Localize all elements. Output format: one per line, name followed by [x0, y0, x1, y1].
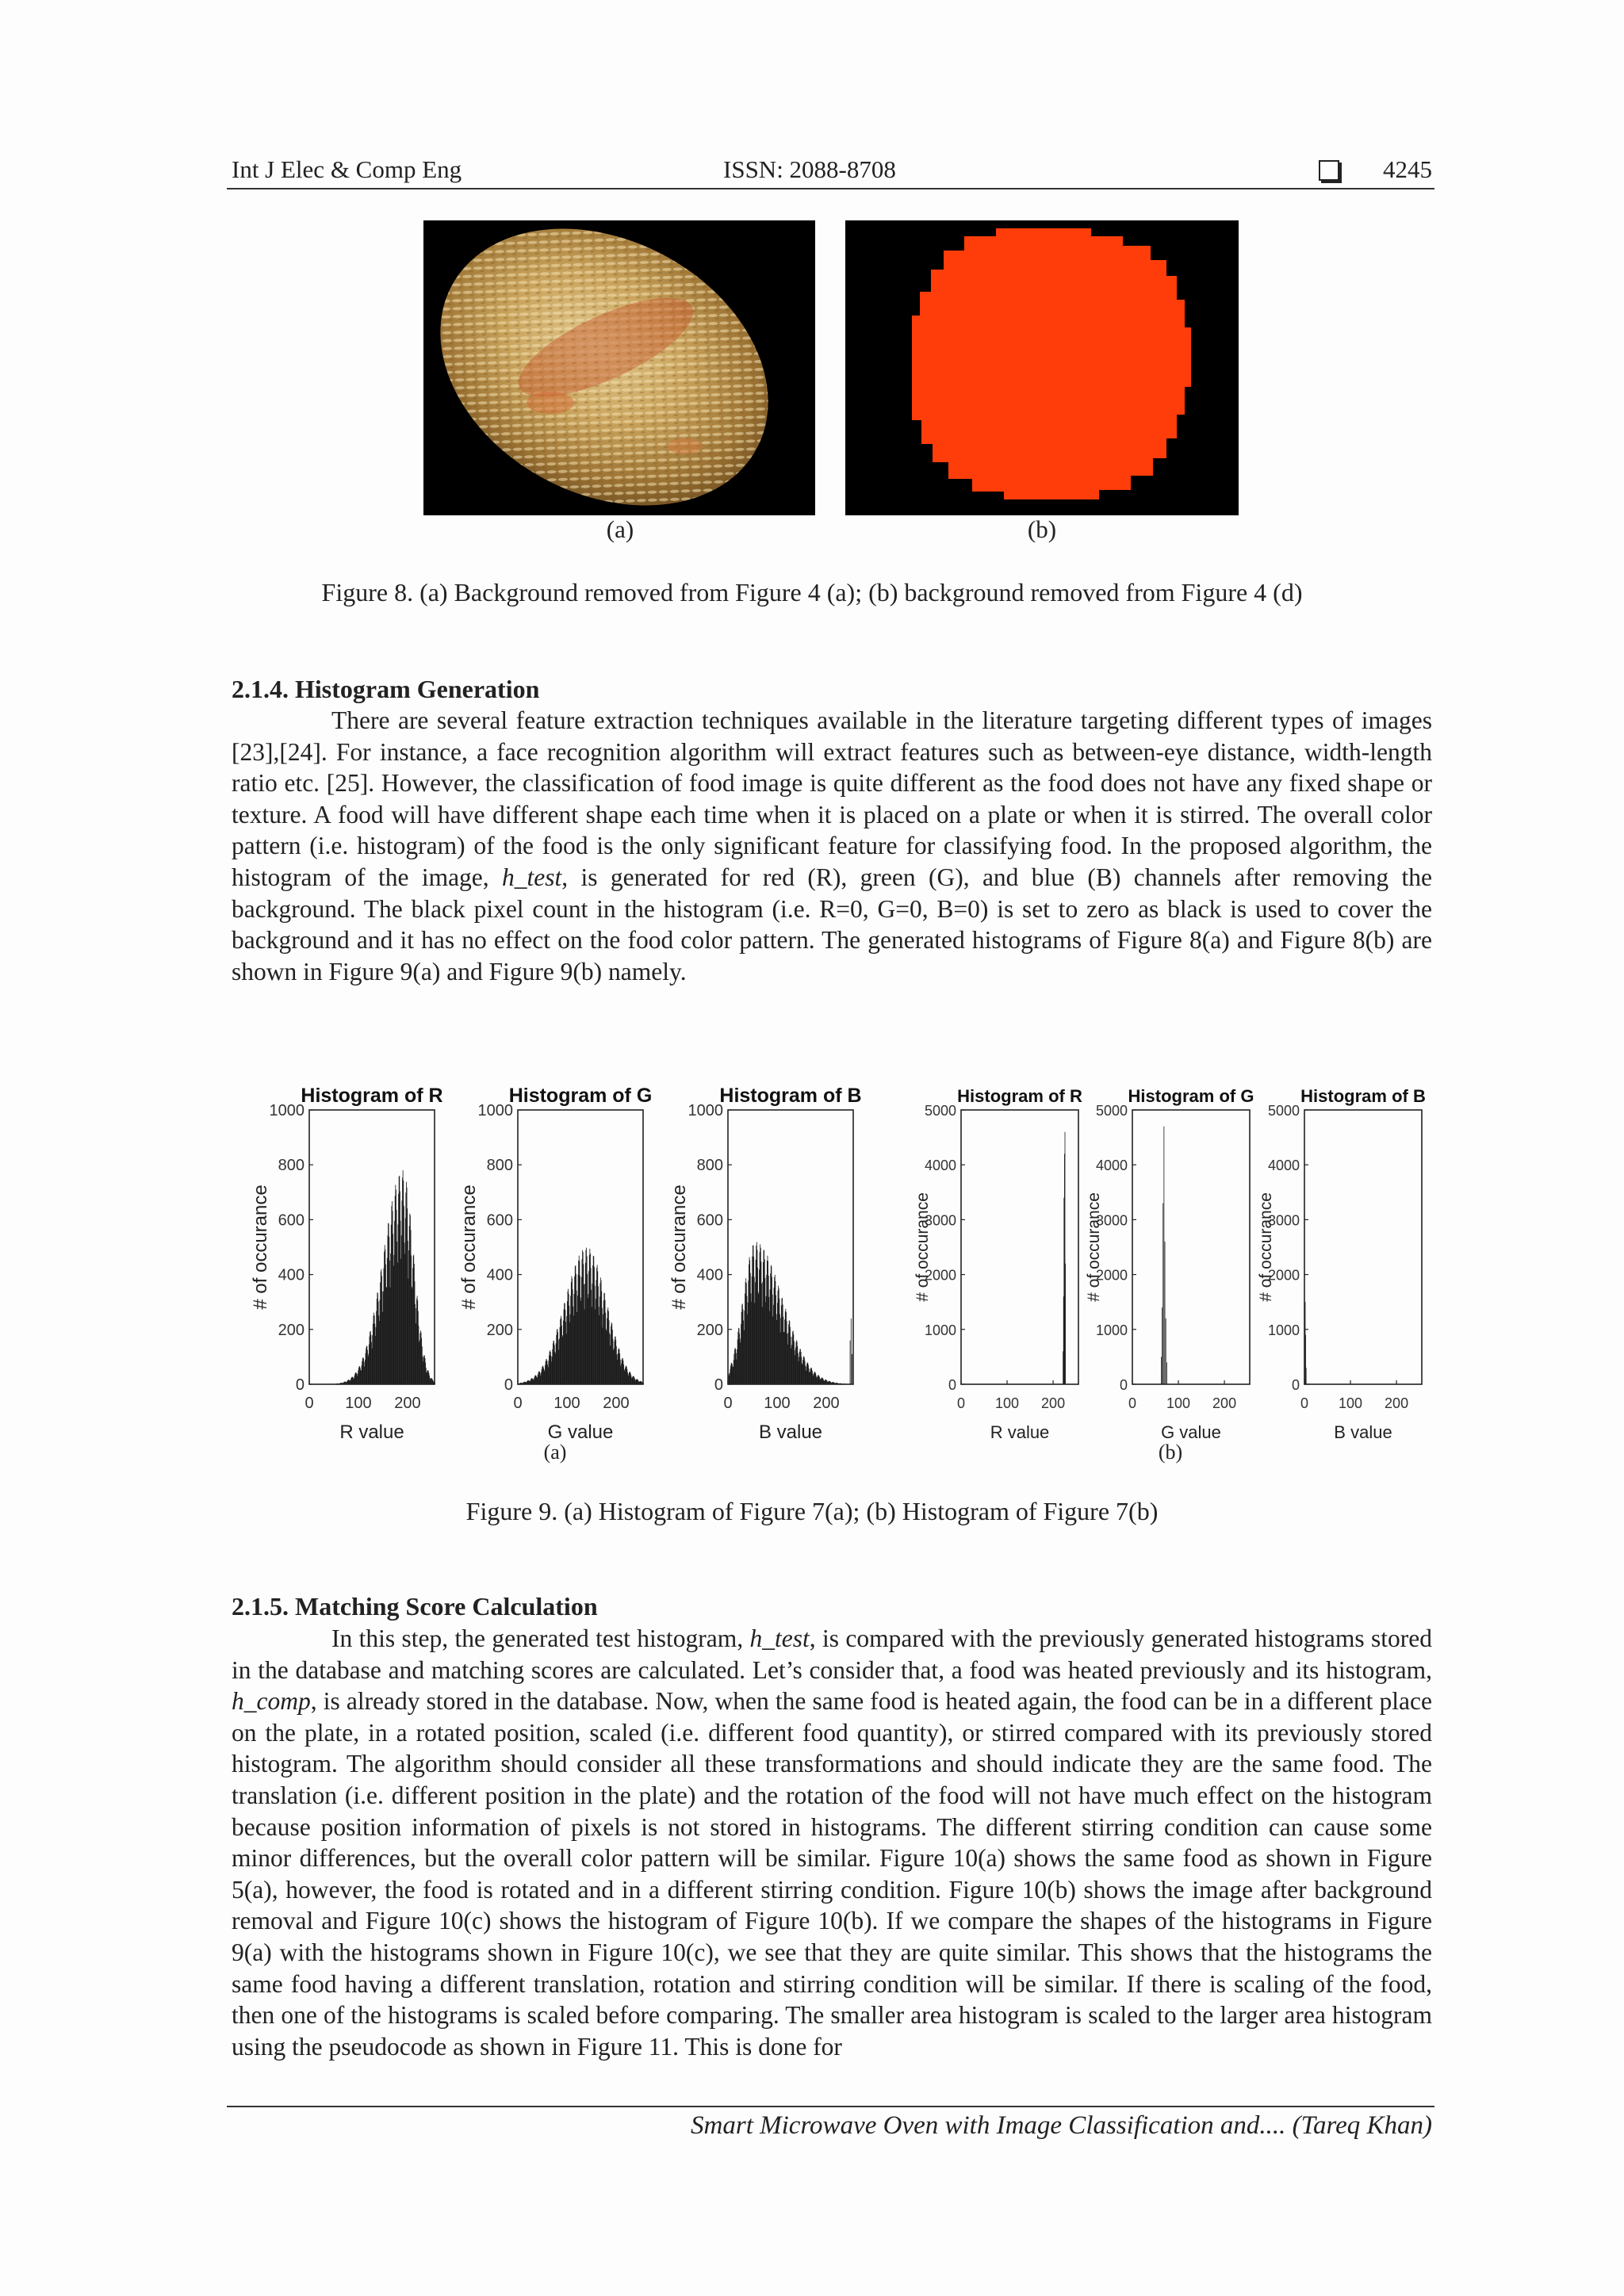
- header-rule: [227, 188, 1434, 189]
- histogram-bar: [851, 1318, 852, 1384]
- figure9-label-a: (a): [543, 1441, 567, 1464]
- para-text: In this step, the generated test histogram,: [331, 1624, 750, 1652]
- section-heading-matching-score: 2.1.5. Matching Score Calculation: [232, 1592, 598, 1621]
- section-heading-histogram-generation: 2.1.4. Histogram Generation: [232, 675, 540, 703]
- x-tick-label: 0: [1128, 1395, 1137, 1411]
- x-tick-label: 200: [1041, 1395, 1066, 1411]
- figure8-label-a: (a): [606, 515, 634, 543]
- chart-title: Histogram of B: [1300, 1086, 1426, 1106]
- variable-h-test: h_test: [749, 1624, 810, 1652]
- rice-image: [423, 220, 815, 515]
- y-tick-label: 600: [696, 1211, 723, 1230]
- page-header: [232, 155, 1432, 190]
- y-axis-label: # of occurance: [914, 1192, 932, 1302]
- y-tick-label: 0: [1291, 1377, 1300, 1393]
- histogram-bar: [1306, 1368, 1307, 1384]
- y-tick-label: 5000: [1267, 1103, 1300, 1119]
- y-tick-label: 4000: [924, 1158, 956, 1174]
- figure8-caption: Figure 8. (a) Background removed from Figure 4 (a); (b) background removed from Figure 4 (d): [321, 578, 1303, 607]
- checkbox-square-icon: [1319, 160, 1339, 181]
- y-tick-label: 200: [278, 1321, 304, 1339]
- x-tick-label: 0: [723, 1395, 733, 1412]
- para-text: , is generated for red (R), green (G), and blue (B) channels after removing the background. The black pixel count in the histogram (i.e. R=0, G=0, B=0) is set to zero as black is used to cover the background and it has no effect on the food color pattern. The generated histograms of Figure 8(a) and Figure 8(b) are shown in Figure 9(a) and Figure 9(b) namely.: [232, 863, 1432, 985]
- x-axis-label: R value: [339, 1422, 404, 1443]
- y-tick-label: 400: [486, 1266, 513, 1284]
- histogram-bar: [850, 1341, 851, 1384]
- y-tick-label: 1000: [269, 1102, 304, 1119]
- y-tick-label: 4000: [1095, 1158, 1128, 1174]
- variable-h-comp: h_comp: [232, 1687, 311, 1716]
- histogram-a-r: [246, 1080, 452, 1445]
- y-tick-label: 3000: [1267, 1212, 1300, 1229]
- y-tick-label: 400: [278, 1266, 304, 1284]
- x-tick-label: 0: [1300, 1395, 1309, 1411]
- histogram-svg: [906, 1080, 1088, 1445]
- y-tick-label: 0: [1119, 1377, 1128, 1393]
- y-tick-label: 1000: [1095, 1322, 1128, 1338]
- y-axis-label: # of occurance: [458, 1184, 480, 1310]
- y-tick-label: 1000: [924, 1322, 956, 1338]
- histogram-bar: [1065, 1264, 1066, 1384]
- y-tick-label: 400: [696, 1266, 723, 1284]
- y-tick-label: 3000: [924, 1212, 956, 1229]
- y-tick-label: 2000: [1267, 1267, 1300, 1284]
- x-tick-label: 0: [956, 1395, 966, 1411]
- plot-frame: [1132, 1110, 1250, 1384]
- x-tick-label: 200: [1385, 1395, 1409, 1411]
- histogram-svg: [1077, 1080, 1259, 1445]
- x-tick-label: 200: [394, 1395, 421, 1412]
- y-tick-label: 1000: [1267, 1322, 1300, 1338]
- variable-h-test: h_test: [502, 863, 562, 891]
- figure8-label-b: (b): [1027, 515, 1057, 543]
- chart-title: Histogram of G: [508, 1085, 653, 1107]
- x-tick-label: 0: [304, 1395, 314, 1412]
- histogram-bar: [1165, 1242, 1166, 1384]
- y-tick-label: 1000: [688, 1102, 723, 1119]
- x-tick-label: 200: [813, 1395, 840, 1412]
- y-tick-label: 800: [696, 1157, 723, 1175]
- x-axis-label: G value: [1161, 1422, 1221, 1442]
- y-tick-label: 2000: [1095, 1267, 1128, 1284]
- para-text: , is compared with the previously generated histograms stored in the database and matching scores are calculated. Let’s consider that, a food was heated previously and its histogram,: [232, 1624, 1432, 1684]
- y-tick-label: 200: [696, 1321, 723, 1339]
- y-tick-label: 1000: [477, 1102, 513, 1119]
- y-tick-label: 2000: [924, 1267, 956, 1284]
- x-tick-label: 200: [603, 1395, 630, 1412]
- histogram-svg: [246, 1080, 452, 1445]
- orange-disc-image: [845, 220, 1239, 515]
- x-tick-label: 0: [513, 1395, 523, 1412]
- figure8-image-a-rice: [423, 220, 815, 515]
- y-tick-label: 5000: [924, 1103, 956, 1119]
- histogram-bar: [1166, 1362, 1167, 1384]
- figure9-caption: Figure 9. (a) Histogram of Figure 7(a); (b) Histogram of Figure 7(b): [465, 1497, 1159, 1525]
- y-tick-label: 600: [278, 1211, 304, 1230]
- histogram-b-b: [1249, 1080, 1431, 1445]
- histogram-a-b: [665, 1080, 871, 1445]
- footer-rule: [227, 2106, 1434, 2107]
- journal-name: Int J Elec & Comp Eng: [232, 155, 462, 183]
- plot-frame: [1304, 1110, 1422, 1384]
- plot-frame: [961, 1110, 1078, 1384]
- y-tick-label: 5000: [1095, 1103, 1128, 1119]
- y-tick-label: 3000: [1095, 1212, 1128, 1229]
- y-tick-label: 0: [504, 1376, 513, 1394]
- histogram-svg: [454, 1080, 661, 1445]
- y-axis-label: # of occurance: [1257, 1192, 1275, 1302]
- chart-title: Histogram of B: [719, 1085, 862, 1107]
- figure9-label-b: (b): [1158, 1441, 1183, 1464]
- x-tick-label: 100: [345, 1395, 372, 1412]
- paragraph-matching-score: [232, 1623, 1432, 2062]
- y-tick-label: 0: [714, 1376, 723, 1394]
- histogram-bar: [1161, 1357, 1162, 1384]
- x-axis-label: G value: [547, 1422, 614, 1443]
- x-axis-label: B value: [758, 1422, 823, 1443]
- x-tick-label: 100: [1339, 1395, 1363, 1411]
- issn: ISSN: 2088-8708: [723, 155, 896, 183]
- chart-title: Histogram of R: [301, 1085, 443, 1107]
- x-axis-label: R value: [990, 1422, 1050, 1442]
- chart-title: Histogram of G: [1128, 1086, 1254, 1106]
- paragraph-histogram-generation: [232, 705, 1432, 987]
- x-tick-label: 200: [1212, 1395, 1237, 1411]
- histogram-bar: [1162, 1203, 1163, 1384]
- x-tick-label: 100: [764, 1395, 791, 1412]
- para-text: There are several feature extraction techniques available in the literature targeting different types of images [23],[24]. For instance, a face recognition algorithm will extract features such as between-eye distance, width-length ratio etc. [25]. However, the classification of food image is quite different as the food does not have any fixed shape or texture. A food will have different shape each time when it is placed on a plate or when it is stirred. The overall color pattern (i.e. histogram) of the food is the only significant feature for classifying food. In the proposed algorithm, the histogram of the image,: [232, 706, 1432, 891]
- histogram-svg: [1249, 1080, 1431, 1445]
- x-tick-label: 100: [553, 1395, 580, 1412]
- y-axis-label: # of occurance: [668, 1184, 690, 1310]
- y-tick-label: 0: [295, 1376, 304, 1394]
- running-title-footer: Smart Microwave Oven with Image Classification and.... (Tareq Khan): [691, 2111, 1432, 2140]
- histogram-svg: [665, 1080, 871, 1445]
- histogram-bar: [1163, 1127, 1164, 1384]
- y-tick-label: 800: [486, 1157, 513, 1175]
- histogram-b-r: [906, 1080, 1088, 1445]
- chart-title: Histogram of R: [957, 1086, 1082, 1106]
- x-tick-label: 100: [1166, 1395, 1191, 1411]
- y-tick-label: 800: [278, 1157, 304, 1175]
- para-text: , is already stored in the database. Now, when the same food is heated again, the food can be in a different place on the plate, in a rotated position, scaled (i.e. different food quantity), or stirred compared with its previously stored histogram. The algorithm should consider all these transformations and should indicate they are the same food. The translation (i.e. different position in the plate) and the rotation of the food will not have much effect on the histogram because position information of pixels is not stored in histograms. The different stirring condition can cause some minor differences, but the overall color pattern will be similar. Figure 10(a) shows the same food as shown in Figure 5(a), however, the food is rotated and in a different stirring condition. Figure 10(b) shows the image after background removal and Figure 10(c) shows the histogram of Figure 10(b). If we compare the shapes of the histograms in Figure 9(a) with the histograms shown in Figure 10(c), we see that they are quite similar. This shows that the histograms the same food having a different translation, rotation and stirring condition will be similar. If there is scaling of the food, then one of the histograms is scaled before comparing. The smaller area histogram is scaled to the larger area histogram using the pseudocode as shown in Figure 11. This is done for: [232, 1687, 1432, 2061]
- x-tick-label: 100: [995, 1395, 1020, 1411]
- y-tick-label: 200: [486, 1321, 513, 1339]
- y-tick-label: 600: [486, 1211, 513, 1230]
- page-number: 4245: [1383, 155, 1432, 183]
- y-tick-label: 4000: [1267, 1158, 1300, 1174]
- x-axis-label: B value: [1334, 1422, 1392, 1442]
- figure8-image-b-orange: [845, 220, 1239, 515]
- y-axis-label: # of occurance: [250, 1184, 271, 1310]
- y-tick-label: 0: [948, 1377, 956, 1393]
- histogram-b-g: [1077, 1080, 1259, 1445]
- y-axis-label: # of occurance: [1085, 1192, 1103, 1302]
- histogram-a-g: [454, 1080, 661, 1445]
